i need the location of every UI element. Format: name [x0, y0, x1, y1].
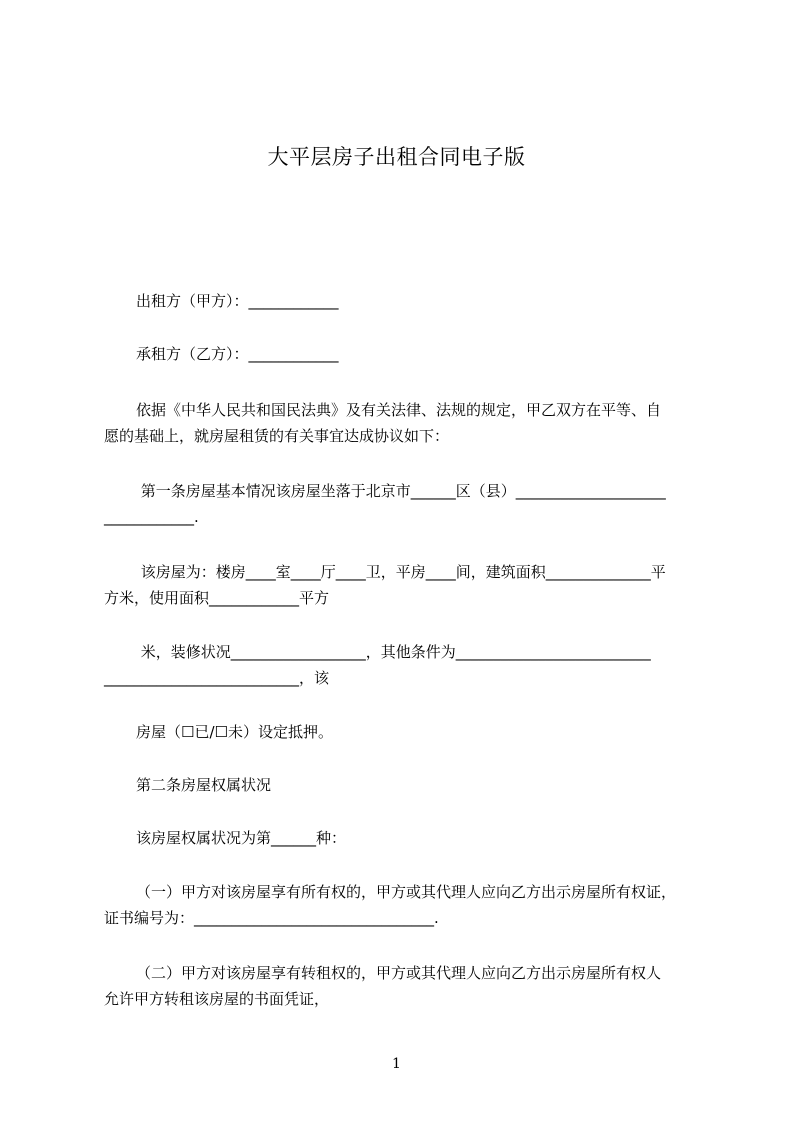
- basis-line-1: 依据《中华人民共和国民法典》及有关法律、法规的规定，甲乙双方在平等、自: [136, 401, 662, 419]
- basis-line-2: 愿的基础上，就房屋租赁的有关事宜达成协议如下：: [104, 427, 450, 445]
- ownership-item-1-line-2: 证书编号为：________________________________.: [104, 909, 439, 927]
- article-1-line-2: ____________.: [104, 508, 199, 526]
- article-1-line-1: 第一条房屋基本情况该房屋坐落于北京市______区（县）____________________: [136, 482, 666, 500]
- ownership-type-line: 该房屋权属状况为第______种：: [136, 829, 347, 847]
- decoration-line-2: __________________________，该: [104, 669, 330, 687]
- page-number: 1: [392, 1056, 401, 1072]
- ownership-item-2-line-2: 允许甲方转租该房屋的书面凭证，: [104, 990, 330, 1008]
- document-title: 大平层房子出租合同电子版: [267, 145, 526, 169]
- lessor-line: 出租方（甲方）：____________: [136, 292, 339, 310]
- mortgage-line: 房屋（☐已/☐未）设定抵押。: [136, 723, 333, 741]
- ownership-item-1-line-1: （一）甲方对该房屋享有所有权的，甲方或其代理人应向乙方出示房屋所有权证，: [136, 883, 677, 901]
- property-details-line-2: 方米，使用面积____________平方: [104, 589, 330, 607]
- decoration-line-1: 米，装修状况__________________，其他条件为__________________________: [136, 643, 651, 661]
- lessee-line: 承租方（乙方）：____________: [136, 345, 339, 363]
- article-2-heading: 第二条房屋权属状况: [136, 776, 272, 794]
- property-details-line-1: 该房屋为：楼房____室____厅____卫，平房____间，建筑面积______________平: [136, 563, 666, 581]
- ownership-item-2-line-1: （二）甲方对该房屋享有转租权的，甲方或其代理人应向乙方出示房屋所有权人: [136, 964, 662, 982]
